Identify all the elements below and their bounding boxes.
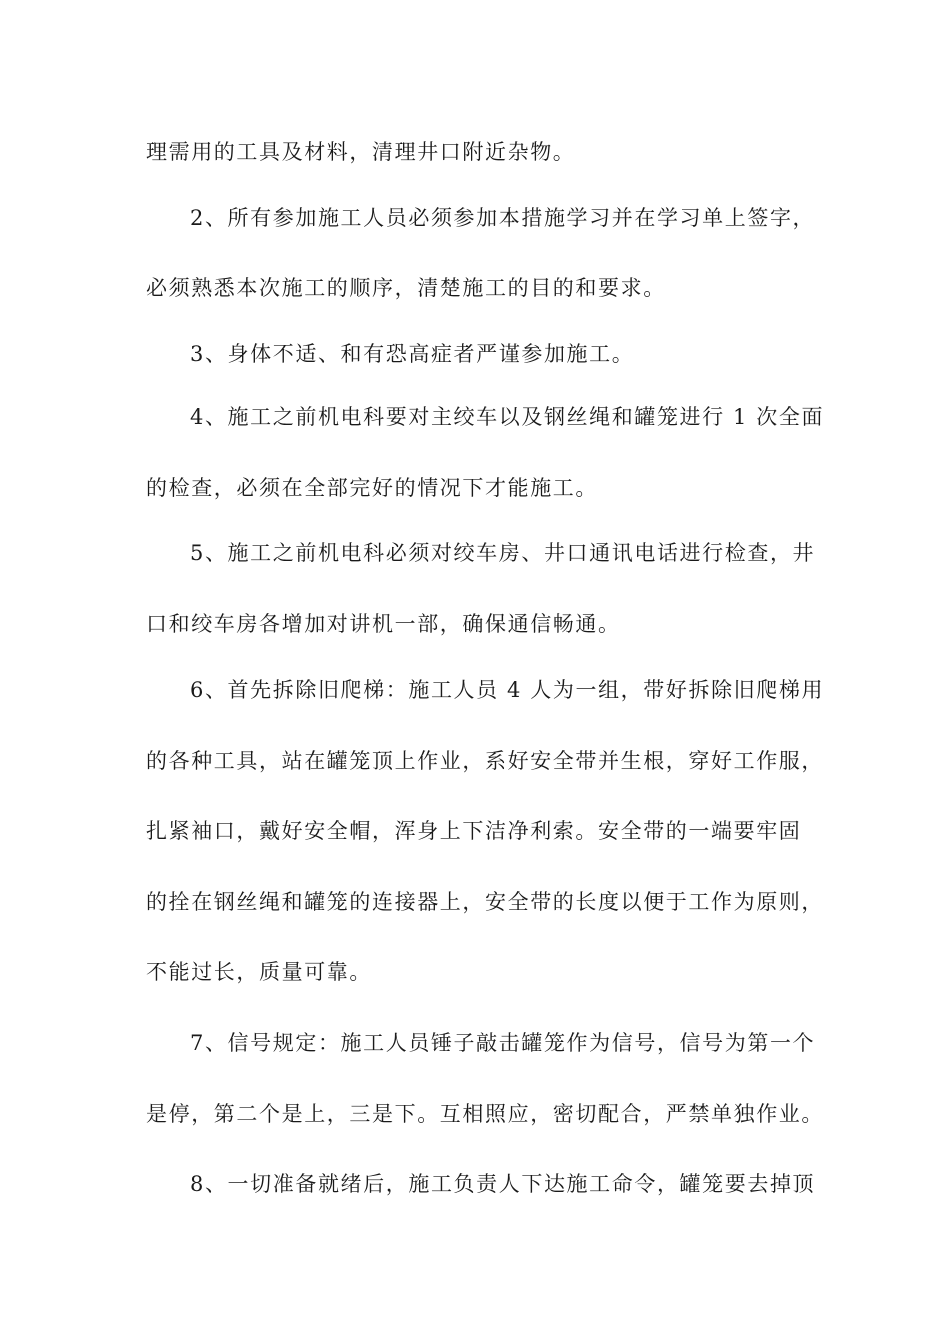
text-line-7-item-5: 5、施工之前机电科必须对绞车房、井口通讯电话进行检查，井 [190, 541, 816, 565]
text-line-14-item-7: 7、信号规定：施工人员锤子敲击罐笼作为信号，信号为第一个 [190, 1031, 816, 1055]
text-line-9-item-6: 6、首先拆除旧爬梯：施工人员 4 人为一组，带好拆除旧爬梯用 [190, 678, 825, 702]
text-line-11: 扎紧袖口，戴好安全帽，浑身上下洁净利索。安全带的一端要牢固 [146, 819, 802, 843]
text-line-1: 理需用的工具及材料，清理井口附近杂物。 [146, 140, 576, 164]
text-line-3: 必须熟悉本次施工的顺序，清楚施工的目的和要求。 [146, 276, 666, 300]
text-line-13: 不能过长，质量可靠。 [146, 960, 372, 984]
text-line-8: 口和绞车房各增加对讲机一部，确保通信畅通。 [146, 612, 621, 636]
text-line-15: 是停，第二个是上，三是下。互相照应，密切配合，严禁单独作业。 [146, 1102, 824, 1126]
text-line-6: 的检查，必须在全部完好的情况下才能施工。 [146, 476, 598, 500]
text-line-5-item-4: 4、施工之前机电科要对主绞车以及钢丝绳和罐笼进行 1 次全面 [190, 405, 825, 429]
text-line-16-item-8: 8、一切准备就绪后，施工负责人下达施工命令，罐笼要去掉顶 [190, 1172, 816, 1196]
text-line-12: 的拴在钢丝绳和罐笼的连接器上，安全带的长度以便于工作为原则， [146, 890, 824, 914]
text-line-2-item-2: 2、所有参加施工人员必须参加本措施学习并在学习单上签字， [190, 206, 816, 230]
text-line-4-item-3: 3、身体不适、和有恐高症者严谨参加施工。 [190, 342, 635, 366]
text-line-10: 的各种工具，站在罐笼顶上作业，系好安全带并生根，穿好工作服， [146, 749, 824, 773]
